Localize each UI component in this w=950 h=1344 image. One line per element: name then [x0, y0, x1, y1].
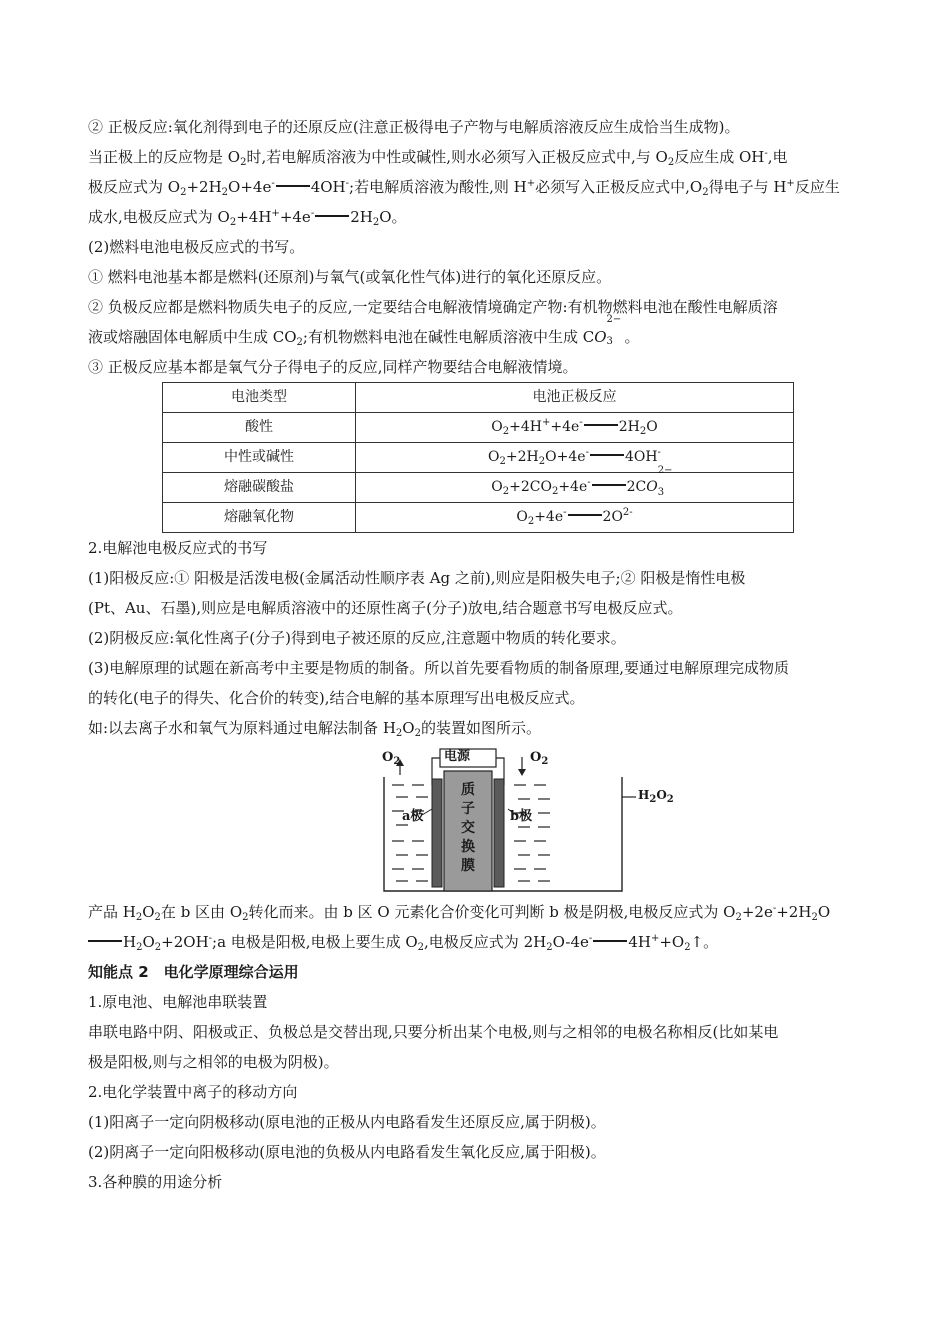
table-cell: $O_2+4e^-$ $2O^{2-}$ [356, 503, 794, 533]
table-header-row [163, 383, 794, 413]
table-cell: 熔融氧化物 [163, 503, 356, 533]
paragraph: 极是阳极,则与之相邻的电极为阴极)。 [88, 1053, 339, 1071]
electrode-b [494, 779, 504, 887]
document-page [88, 112, 866, 1197]
table-cell: $O_2+2H_2O+4e^-$ 4OH- [356, 443, 794, 473]
table-cell: $O_2+2CO_2+4e^-$ 2CO 2− 3 [356, 473, 794, 503]
electrode-b-label: b极 [510, 809, 533, 824]
electrolysis-diagram [380, 745, 680, 895]
electrode-a [432, 779, 442, 887]
paragraph: 串联电路中阴、阳极或正、负极总是交替出现,只要分析出某个电极,则与之相邻的电极名称相反(比如某电 [88, 1023, 779, 1041]
table-cell: 中性或碱性 [163, 443, 356, 473]
paragraph: (2)阴离子一定向阳极移动(原电池的负极从内电路看发生氧化反应,属于阳极)。 [88, 1143, 606, 1161]
paragraph: 液或熔融固体电解质中生成 $CO_2$;有机物燃料电池在碱性电解质溶液中生成 CO 2− 3 。 [88, 322, 866, 352]
table-header: 电池正极反应 [356, 383, 794, 413]
paragraph: (2)燃料电池电极反应式的书写。 [88, 238, 305, 256]
paragraph: $H_2O_2+2OH^-;a$ 电极是阳极,电极上要生成 $O_2$,电极反应式为 $2H_2O-4e^-$ $4H^++O_2↑$。 [88, 927, 866, 957]
table-cell: $O_2+4H^++4e^-$ $2H_2O$ [356, 413, 794, 443]
h2o2-label: $H_2O_2$ [638, 788, 674, 805]
table-cell: 熔融碳酸盐 [163, 473, 356, 503]
table-row [163, 413, 794, 443]
electrolyte-left [392, 785, 428, 881]
paragraph: ② 负极反应都是燃料物质失电子的反应,一定要结合电解液情境确定产物:有机物燃料电池在酸性电解质溶 [88, 298, 778, 316]
paragraph: 极反应式为 $O_2+2H_2O+4e^-$ 4OH-;若电解质溶液为酸性,则 H+必须写入正极反应式中$,O_2$得电子与 H+反应生 [88, 178, 840, 198]
electrode-a-label: a极 [402, 809, 424, 824]
section-heading: 3.各种膜的用途分析 [88, 1173, 223, 1191]
section-heading: 1.原电池、电解池串联装置 [88, 993, 268, 1011]
table-row [163, 503, 794, 533]
knowledge-point-heading: 知能点 2 电化学原理综合运用 [88, 963, 299, 981]
paragraph: (3)电解原理的试题在新高考中主要是物质的制备。所以首先要看物质的制备原理,要通过电解原理完成物质 [88, 659, 790, 677]
equals-sign [315, 215, 349, 217]
electrolyte-right [514, 785, 550, 881]
power-label: 电源 [444, 749, 471, 764]
paragraph: (Pt、Au、石墨),则应是电解质溶液中的还原性离子(分子)放电,结合题意书写电极反应式。 [88, 599, 683, 617]
paragraph: (1)阳离子一定向阴极移动(原电池的正极从内电路看发生还原反应,属于阴极)。 [88, 1113, 606, 1131]
paragraph: 当正极上的反应物是 $O_2$时,若电解质溶液为中性或碱性,则水必须写入正极反应式中,与 $O_2$反应生成 OH-,电 [88, 148, 788, 168]
paragraph: 的转化(电子的得失、化合价的转变),结合电解的基本原理写出电极反应式。 [88, 689, 585, 707]
carbonate-ion: O 2− 3 [594, 314, 622, 347]
paragraph: 成水,电极反应式为 $O_2+4H^++4e^-$ $2H_2O$。 [88, 208, 407, 228]
table-row [163, 473, 794, 503]
paragraph: 如:以去离子水和氧气为原料通过电解法制备 $H_2O_2$的装置如图所示。 [88, 719, 541, 739]
equals-sign [276, 185, 310, 187]
paragraph: (1)阳极反应:① 阳极是活泼电极(金属活动性顺序表 Ag 之前),则应是阳极失电子;② 阳极是惰性电极 [88, 569, 746, 587]
cathode-reaction-table [162, 382, 794, 533]
table-cell: 酸性 [163, 413, 356, 443]
equals-sign [593, 940, 627, 942]
table-header: 电池类型 [163, 383, 356, 413]
membrane-label: 质 子 交 换 膜 [461, 782, 475, 874]
o2-left-label: $O_2$ [382, 750, 401, 767]
paragraph: ③ 正极反应基本都是氧气分子得电子的反应,同样产物要结合电解液情境。 [88, 358, 578, 376]
paragraph: ① 燃料电池基本都是燃料(还原剂)与氧气(或氧化性气体)进行的氧化还原反应。 [88, 268, 612, 286]
section-heading: 2.电解池电极反应式的书写 [88, 539, 268, 557]
section-heading: 2.电化学装置中离子的移动方向 [88, 1083, 298, 1101]
paragraph: (2)阴极反应:氧化性离子(分子)得到电子被还原的反应,注意题中物质的转化要求。 [88, 629, 626, 647]
paragraph: 产品 $H_2O_2$在 b 区由 $O_2$转化而来。由 b 区 O 元素化合价变化可判断 b 极是阴极,电极反应式为 $O_2+2e^-+2H_2O$ [88, 903, 831, 923]
down-arrow [518, 769, 526, 776]
table-row [163, 443, 794, 473]
paragraph: ② 正极反应:氧化剂得到电子的还原反应(注意正极得电子产物与电解质溶液反应生成恰当生成物)。 [88, 118, 740, 136]
o2-right-label: $O_2$ [530, 750, 549, 767]
equals-sign [88, 940, 122, 942]
